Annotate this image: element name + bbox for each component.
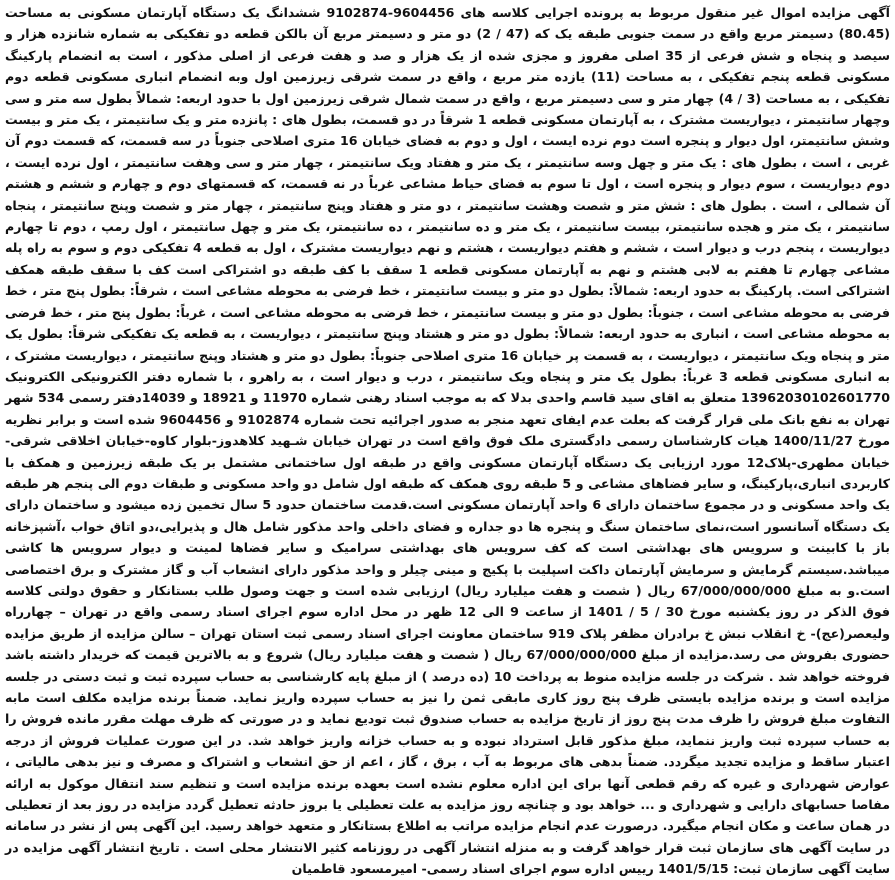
auction-notice-text: آگهی مزایده اموال غیر منقول مربوط به پرونده اجرایی کلاسه های 9604456-9102874 ششدانگ یک دستگاه آپارتمان مسکونی به مساحت (80.45) دسیمتر مربع واقع در سمت جنوبی طبقه یک که (47 / 2) دو متر و دسیمتر مربع آن بالکن قطعه دو تفکیکی به شماره شانزده هزار و سیصد و پنجاه و شش فرعی از 35 اصلی مفروز و مجزی شده از یک هزار و صد و هفت فرعی از اصلی مذکور ، است به انضمام پارکینگ مسکونی قطعه پنجم تفکیکی ، به مساحت (11) یازده متر مربع ، واقع در سمت شرقی زیرزمین اول وبه انضمام انباری مسکونی قطعه دوم تفکیکی ، به مساحت (3 / 4) چهار متر و سی دسیمتر مربع ، واقع در سمت شمال شرقی زیرزمین اول با حدود اربعه: شمالاً بطول سه متر و سی وچهار سانتیمتر ، دیواریست مشترک ، به آپارتمان مسکونی قطعه 1 شرقاً در دو قسمت، بطول های : پانزده متر و یک سانتیمتر ، یک متر و بیست وشش سانتیمتر، اول دیوار و پنجره است دوم نرده ایست ، اول و دوم به فضای خیابان 16 متری اصلاحی جنوباً در سه قسمت، که قسمت دوم آن غربی ، است ، بطول های : یک متر و چهل وسه سانتیمتر ، یک متر و هفتاد ویک سانتیمتر ، چهار متر و سی وهفت سانتیمتر ، اول نرده ایست ، دوم دیواریست ، سوم دیوار و پنجره است ، اول تا سوم به فضای حیاط مشاعی غرباً در نه قسمت، که قسمتهای دوم و چهارم و ششم و هشتم آن شمالی ، است . بطول های : شش متر و شصت وهشت سانتیمتر ، دو متر و هفتاد وپنج سانتیمتر ، چهار متر و شصت وپنج سانتیمتر ، پنجاه سانتیمتر ، یک متر و هجده سانتیمتر، بیست سانتیمتر ، یک متر و ده سانتیمتر ، ده سانتیمتر، یک متر و چهل سانتیمتر ، اول رمپ ، دوم تا چهارم دیواریست ، پنجم درب و دیوار است ، ششم و هفتم دیواریست ، هشتم و نهم دیواریست مشترک ، اول به قطعه 4 تفکیکی دوم و سوم به راه پله مشاعی چهارم تا هفتم به لابی هشتم و نهم به آپارتمان مسکونی قطعه 1 سقف با کف طبقه دو اشتراکی است کف با سقف طبقه همکف اشتراکی است. پارکینگ به حدود اربعه: شمالاً: بطول دو متر و بیست سانتیمتر ، خط فرضی به محوطه مشاعی است ، شرقاً: بطول پنج متر ، خط فرضی به محوطه مشاعی است ، جنوباً: بطول دو متر و بیست سانتیمتر ، خط فرضی به محوطه مشاعی است ، غرباً: بطول پنج متر ، خط فرضی به محوطه مشاعی است ، انباری به حدود اربعه: شمالاً: بطول دو متر و هشتاد وپنج سانتیمتر ، دیواریست ، به قطعه یک تفکیکی شرقاً: بطول یک متر و پنجاه ویک سانتیمتر ، دیواریست ، به قسمت پر خیابان 16 متری اصلاحی جنوباً: بطول دو متر و هشتاد وپنج سانتیمتر ، دیواریست مشترک ، به انباری مسکونی قطعه 3 غرباً: بطول یک متر و پنجاه ویک سانتیمتر ، درب و دیوار است ، به راهرو ، با شماره دفتر الکترونیکی الکترونیک 13962030102601770 متعلق به اقای سید قاسم واحدی بدلا که به موجب اسناد رهنی شماره 11970 و 18921 و 14039دفتر رسمی 534 شهر تهران به نفع بانک ملی قرار گرفت که بعلت عدم ایفای تعهد منجر به صدور اجرائیه تحت شماره 9102874 و 9604456 شده است و برابر نظریه مورخ 1400/11/27 هیات کارشناسان رسمی دادگستری ملک فوق واقع است در تهران خیابان شـهید کلاهدوز-بلوار کاوه-خیابان اخلاقی شرقی-خیابان مطهری-پلاک12 مورد ارزیابی یک دستگاه آپارتمان مسکونی واقع در طبقه اول ساختمانی مشتمل بر یک طبقه زیرزمین و همکف با کاربردی انباری،پارکینگ، و سایر فضاهای مشاعی و 5 طبقه روی همکف که طبقه اول شامل دو واحد مسکونی و طبقات دوم الی پنجم هر طبقه یک واحد مسکونی و در مجموع ساختمان دارای 6 واحد آپارتمان مسکونی است.قدمت ساختمان حدود 5 سال تخمین زده میشود و ساختمان دارای یک دستگاه آسانسور است،نمای ساختمان سنگ و پنجره ها دو جداره و فضای داخلی واحد مذکور شامل هال و پذیرایی،دو اتاق خواب ،آشپزخانه باز با کابینت و سرویس های بهداشتی است که کف سرویس های بهداشتی سرامیک و سایر فضاها لمینت و دیوار سرویس ها کاشی میباشد.سیستم گرمایش و سرمایش آپارتمان داکت اسپلیت با پکیج و مینی چیلر و واحد مذکور دارای انشعاب آب و گاز مشترک و برق اختصاصی است.و به مبلغ 67/000/000/000 ریال ( شصت و هفت میلیارد ریال) ارزیابی شده است و جهت وصول طلب بستانکار و حقوق دولتی کلاسه فوق الذکر در روز یکشنبه مورخ 30 / 5 / 1401 از ساعت 9 الی 12 ظهر در محل اداره سوم اجرای اسناد رسمی واقع در تهران – چهارراه ولیعصر(عج)- خ انقلاب نبش خ برادران مظفر پلاک 919 ساختمان معاونت اجرای اسناد رسمی ثبت استان تهران – سالن مزایده از طریق مزایده حضوری بفروش می رسد.مزایده از مبلغ 67/000/000/000 ریال ( شصت و هفت میلیارد ریال) شروع و به بالاترین قیمت که خریدار داشته باشد فروخته خواهد شد . شرکت در جلسه مزایده منوط به پرداخت 10 (ده درصد ) از مبلغ پایه کارشناسی به حساب سپرده ثبت و ثبت دستی در جلسه مزایده است و برنده مزایده بایستی ظرف پنج روز کاری مابقی ثمن را نیز به حساب سپرده واریز نماید. ضمناً برنده مزایده مکلف است مابه التفاوت مبلغ فروش را ظرف مدت پنج روز از تاریخ مزایده به حساب صندوق ثبت تودیع نماید و در صورتی که ظرف مهلت مقرر مانده فروش را به حساب سپرده ثبت واریز ننماید، مبلغ مذکور قابل استرداد نبوده و به حساب خزانه واریز خواهد شد. در این صورت عملیات فروش از درجه اعتبار ساقط و مزایده تجدید میگردد. ضمناً بدهی های مربوط به آب ، برق ، گاز ، اعم از حق انشعاب و اشتراک و مصرف و نیز بدهی مالیاتی ، عوارض شهرداری و غیره که رقم قطعی آنها برای این اداره معلوم نشده است بعهده برنده مزایده است و تنظیم سند انتقال موکول به ارائه مفاصا حسابهای دارایی و شهرداری و ... خواهد بود و چنانچه روز مزایده به علت تعطیلی یا بروز حادثه تعطیل گردد مزایده در روز بعد از تعطیلی در همان ساعت و مکان انجام میگیرد. درصورت عدم انجام مزایده مراتب به اطلاع بستانکار و متعهد خواهد رسید. این آگهی پس از نشر در سامانه در سایت آگهی های سازمان ثبت قرار خواهد گرفت و به منزله انتشار آگهی در روزنامه کثیر الانتشار محلی است . تاریخ انتشار آگهی مزایده در سایت آگهی سازمان ثبت: 1401/5/15 رییس اداره سوم اجرای اسناد رسمی- امیرمسعود قاطمیان [5,5,891,877]
